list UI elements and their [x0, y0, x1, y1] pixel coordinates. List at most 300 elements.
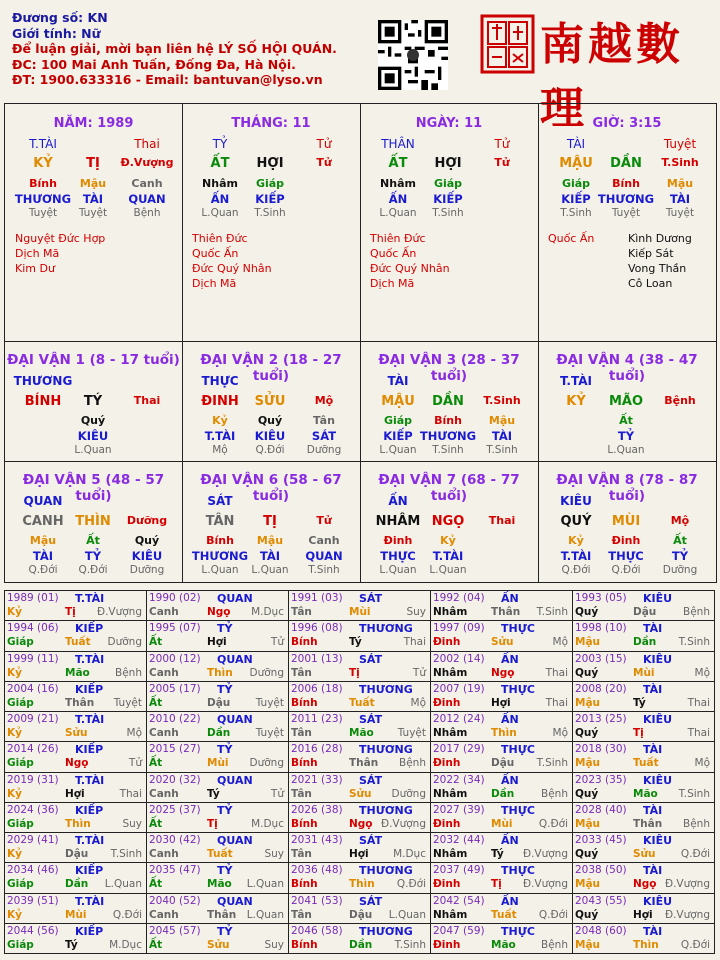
hidden-god-3: TÀI [669, 192, 691, 206]
pillar-1 [5, 104, 183, 341]
year-label: 1994 (06) [7, 622, 59, 635]
year-cell-content [573, 833, 714, 862]
owner-name: Đương số: KN [12, 10, 108, 25]
year-label: 2007 (19) [433, 682, 485, 695]
dv-stage: Mộ [670, 514, 690, 527]
year-god: THỰC [501, 743, 535, 757]
year-stem: Giáp [7, 757, 34, 770]
year-branch: Tuất [491, 908, 517, 921]
year-god: THƯƠNG [359, 924, 413, 938]
year-stage: Bệnh [683, 817, 710, 830]
year-cell [147, 591, 289, 621]
year-stem: Kỷ [7, 727, 22, 739]
year-cell [147, 923, 289, 953]
year-cell [5, 802, 147, 832]
god-label: T.TÀI [29, 137, 57, 151]
year-stage: Đ.Vượng [664, 908, 710, 921]
dv-hidden-stage: L.Quan [379, 444, 417, 456]
year-branch: Thìn [633, 938, 659, 951]
year-stage: Bệnh [115, 666, 142, 679]
year-stage: Mộ [126, 727, 142, 739]
year-cell-content [573, 773, 714, 802]
qr-code-icon[interactable] [378, 20, 448, 90]
year-branch: Dậu [491, 757, 515, 770]
year-cell-content [289, 863, 430, 892]
year-branch: Thân [633, 817, 663, 830]
year-branch: Dần [207, 727, 231, 739]
year-label: 2026 (38) [291, 803, 343, 816]
year-cell-content [431, 773, 572, 802]
year-stage: Q.Đới [538, 817, 568, 830]
year-god: TÀI [643, 622, 663, 636]
pillar-3 [360, 104, 539, 341]
dv-hidden-stage: L.Quan [74, 444, 112, 456]
year-label: 2010 (22) [149, 713, 201, 725]
year-stage: Đ.Vượng [522, 848, 568, 860]
year-god: ẤN [501, 894, 519, 908]
year-cell-content [431, 924, 572, 953]
year-stem: Đinh [433, 817, 461, 830]
year-cell [431, 591, 573, 621]
dv-hidden-stem: Mậu [488, 414, 516, 427]
year-cell [573, 651, 715, 681]
dv-branch: TÝ [83, 394, 103, 409]
year-cell [147, 893, 289, 923]
year-stage: Thai [403, 636, 426, 649]
dai-van-title: ĐẠI VẬN 8 (78 - 87 tuổi) [556, 472, 698, 504]
hidden-stem-2: Giáp [255, 177, 285, 190]
year-branch: Sửu [633, 848, 656, 860]
year-branch: Hợi [349, 848, 369, 860]
year-cell-content [5, 591, 146, 620]
dai-van-8 [538, 462, 716, 582]
year-god: KIẾP [75, 743, 104, 757]
year-branch: Ngọ [65, 757, 89, 770]
year-branch: Mùi [491, 817, 513, 830]
dai-van-4 [538, 342, 716, 462]
year-god: T.TÀI [75, 592, 105, 605]
dv-hidden-stem: Mậu [29, 534, 57, 547]
year-god: TÀI [643, 864, 663, 878]
stars-list [370, 231, 450, 291]
year-label: 2042 (54) [433, 894, 485, 907]
dai-van-3 [360, 342, 539, 462]
year-cell-content [289, 894, 430, 923]
year-branch: Tị [65, 606, 76, 618]
year-row [5, 802, 715, 832]
hidden-god-1: KIẾP [561, 192, 591, 206]
year-label: 2028 (40) [575, 803, 627, 816]
stars-list-right [628, 231, 692, 291]
year-label: 2038 (50) [575, 864, 627, 877]
year-stage: Thai [687, 696, 710, 709]
year-cell-content [147, 591, 288, 620]
hidden-stage-3: Tuyệt [665, 207, 695, 219]
year-cell [147, 742, 289, 772]
year-stage: Q.Đới [680, 938, 710, 951]
year-cell [431, 742, 573, 772]
year-stem: Nhâm [433, 606, 468, 618]
year-stage: M.Dục [251, 606, 284, 618]
year-stem: Mậu [575, 696, 601, 709]
year-label: 1993 (05) [575, 592, 627, 604]
hidden-stage-1: T.Sinh [560, 207, 592, 219]
dai-van-row-1 [5, 341, 716, 462]
year-stage: T.Sinh [110, 848, 142, 860]
year-cell-content [289, 652, 430, 681]
year-cell [573, 591, 715, 621]
dv-god: SÁT [207, 494, 233, 508]
year-label: 2004 (16) [7, 682, 59, 695]
year-label: 2046 (58) [291, 924, 343, 937]
dv-branch: MÙI [611, 514, 641, 529]
year-stem: Bính [291, 817, 318, 830]
year-god: ẤN [501, 713, 519, 726]
stage-label: Tuyệt [663, 137, 697, 151]
year-cell-content [5, 863, 146, 892]
dv-hidden-god: THỰC [608, 549, 644, 563]
year-stage: Q.Đới [396, 878, 426, 891]
dv-hidden-god: TỶ [84, 549, 102, 563]
year-cell [289, 742, 431, 772]
year-branch: Sửu [207, 938, 230, 951]
year-label: 2001 (13) [291, 652, 343, 665]
gender: Giới tính: Nữ [12, 25, 101, 41]
star-item: Dịch Mã [192, 277, 237, 290]
hidden-stem-2: Bính [612, 177, 640, 190]
dv-hidden-god: TÀI [32, 549, 54, 563]
year-god: TỶ [217, 622, 233, 636]
year-label: 2020 (32) [149, 773, 201, 786]
year-label: 2003 (15) [575, 652, 627, 665]
year-label: 2048 (60) [575, 924, 627, 937]
dai-van-2 [182, 342, 361, 462]
year-branch: Tuất [65, 636, 91, 649]
dv-hidden-stage: T.Sinh [308, 564, 340, 576]
year-stage: Đ.Vượng [380, 817, 426, 830]
year-stem: Ất [149, 636, 163, 649]
dai-van-title: ĐẠI VẬN 2 (18 - 27 tuổi) [200, 352, 342, 384]
hidden-god-2: KIẾP [255, 192, 285, 206]
year-label: 2035 (47) [149, 864, 201, 877]
year-cell [431, 893, 573, 923]
year-cell [289, 591, 431, 621]
year-god: QUAN [217, 652, 253, 666]
annual-luck-table [4, 590, 715, 954]
dv-hidden-stage: Q.Đới [255, 444, 285, 456]
year-stage: Thai [545, 696, 568, 709]
dv-hidden-stage: L.Quan [251, 564, 289, 576]
year-cell-content [431, 833, 572, 862]
year-label: 1997 (09) [433, 622, 485, 635]
year-cell-content [5, 742, 146, 771]
year-label: 2047 (59) [433, 924, 485, 937]
year-row [5, 923, 715, 953]
year-branch: Ngọ [207, 606, 231, 618]
dv-hidden-stem: Mậu [256, 534, 284, 547]
dv-hidden-god: KIÊU [77, 429, 109, 443]
year-label: 2037 (49) [433, 864, 485, 877]
address: ĐC: 100 Mai Anh Tuấn, Đống Đa, Hà Nội. [12, 56, 296, 72]
year-god: KIẾP [75, 924, 104, 938]
year-cell-content [431, 591, 572, 620]
year-label: 2036 (48) [291, 864, 343, 877]
dv-hidden-stage: Dưỡng [662, 564, 698, 576]
year-stage: Đ.Vượng [522, 878, 568, 891]
year-god: T.TÀI [75, 894, 105, 908]
stem: ẤT [388, 156, 408, 171]
dv-hidden-stem: Tân [313, 414, 335, 427]
year-cell-content [431, 652, 572, 681]
year-cell-content [5, 833, 146, 862]
star-item: Cô Loan [628, 277, 673, 290]
year-stem: Nhâm [433, 787, 468, 800]
year-cell [289, 651, 431, 681]
year-god: KIẾP [75, 803, 104, 817]
year-god: KIẾP [75, 682, 104, 696]
branch: HỢI [256, 156, 284, 171]
star-item: Quốc Ấn [370, 247, 417, 260]
star-item: Kình Dương [628, 232, 692, 245]
year-god: QUAN [217, 894, 253, 908]
year-cell [431, 802, 573, 832]
dv-hidden-stem: Ất [86, 534, 100, 547]
year-cell-content [431, 894, 572, 923]
year-label: 1989 (01) [7, 592, 59, 604]
year-stage: Tuyệt [255, 696, 284, 709]
dv-branch: TỊ [263, 514, 277, 529]
year-cell [573, 833, 715, 863]
year-label: 2045 (57) [149, 924, 201, 937]
year-cell [573, 772, 715, 802]
hidden-god-2: THƯƠNG [597, 192, 655, 206]
year-stem: Đinh [433, 878, 461, 891]
year-stage: Bệnh [399, 757, 426, 770]
year-god: SÁT [359, 713, 383, 726]
dv-god: T.TÀI [560, 374, 592, 388]
dv-stage: Dưỡng [126, 514, 168, 527]
year-stage: Mộ [410, 696, 426, 709]
dv-stage: Thai [133, 394, 161, 407]
year-branch: Mùi [65, 908, 87, 921]
year-cell [5, 591, 147, 621]
year-stem: Bính [291, 636, 318, 649]
pillar-title: GIỜ: 3:15 [592, 116, 662, 131]
year-label: 2005 (17) [149, 682, 201, 695]
year-cell-content [147, 833, 288, 862]
year-cell [289, 621, 431, 651]
year-god: TÀI [643, 743, 663, 757]
year-stem: Canh [149, 787, 179, 800]
hidden-god-2: TÀI [82, 192, 104, 206]
year-cell-content [5, 894, 146, 923]
dai-van-title: ĐẠI VẬN 5 (48 - 57 tuổi) [22, 472, 165, 504]
year-label: 2027 (39) [433, 803, 485, 816]
year-branch: Tị [207, 817, 218, 830]
dv-hidden-stem: Quý [257, 414, 283, 427]
year-branch: Tý [65, 938, 78, 951]
stars-list [548, 231, 594, 246]
year-god: ẤN [501, 834, 519, 847]
dv-hidden-god: KIÊU [131, 549, 163, 563]
branch: HỢI [434, 156, 462, 171]
dv-hidden-stem: Ất [673, 534, 687, 547]
year-label: 2033 (45) [575, 834, 627, 846]
year-label: 1998 (10) [575, 622, 627, 635]
dv-stage: Bệnh [664, 394, 696, 407]
year-cell-content [431, 621, 572, 650]
year-cell-content [5, 803, 146, 832]
hidden-stage-2: T.Sinh [432, 207, 464, 219]
year-branch: Dần [65, 878, 89, 891]
year-branch: Ngọ [349, 817, 373, 830]
star-item: Quốc Ấn [548, 232, 595, 245]
dv-hidden-stem: Đinh [383, 534, 413, 547]
year-cell [431, 621, 573, 651]
year-label: 2022 (34) [433, 773, 485, 786]
dv-hidden-stem: Bính [206, 534, 234, 547]
year-cell-content [289, 773, 430, 802]
dv-hidden-stage: L.Quan [429, 564, 467, 576]
year-stem: Canh [149, 666, 179, 679]
year-stage: M.Dục [109, 938, 142, 951]
year-stage: Mộ [694, 666, 710, 679]
stem: MẬU [559, 156, 593, 171]
branch: TỊ [86, 156, 100, 171]
hidden-stem-1: Giáp [561, 177, 591, 190]
year-label: 2018 (30) [575, 743, 627, 756]
year-stem: Giáp [7, 878, 34, 891]
year-stem: Giáp [7, 696, 34, 709]
dv-hidden-stage: Q.Đới [611, 564, 641, 576]
year-label: 2041 (53) [291, 894, 343, 907]
year-branch: Sửu [65, 727, 88, 739]
dv-hidden-stem: Quý [80, 414, 106, 427]
year-stem: Kỷ [7, 666, 22, 679]
year-god: THƯƠNG [359, 803, 413, 817]
year-cell-content [573, 652, 714, 681]
year-god: T.TÀI [75, 652, 105, 666]
year-stem: Mậu [575, 757, 601, 770]
dv-stage: Mộ [314, 394, 334, 407]
year-stem: Ất [149, 938, 163, 951]
dv-hidden-stem: Quý [134, 534, 160, 547]
year-branch: Tuất [349, 696, 375, 709]
year-stage: Mộ [552, 636, 568, 649]
year-stage: Dưỡng [249, 666, 284, 679]
hidden-stage-2: Tuyệt [78, 207, 108, 219]
year-cell-content [573, 621, 714, 650]
phone-email: ĐT: 1900.633316 - Email: bantuvan@lyso.vn [12, 72, 323, 87]
pillar-title: THÁNG: 11 [231, 116, 311, 131]
year-god: KIÊU [643, 773, 673, 787]
star-item: Vong Thần [628, 262, 687, 275]
year-cell [573, 742, 715, 772]
year-god: THƯƠNG [359, 864, 413, 878]
year-cell-content [289, 803, 430, 832]
year-label: 2029 (41) [7, 834, 59, 846]
year-cell [5, 742, 147, 772]
year-stage: Tử [412, 666, 426, 679]
year-row [5, 893, 715, 923]
year-stage: Tử [270, 787, 284, 800]
year-branch: Thìn [65, 817, 91, 830]
year-god: T.TÀI [75, 834, 105, 847]
year-god: QUAN [217, 713, 253, 726]
year-cell-content [147, 682, 288, 711]
year-stage: Tuyệt [113, 696, 142, 709]
year-cell-content [5, 712, 146, 741]
year-god: ẤN [501, 652, 519, 666]
year-branch: Dậu [633, 606, 657, 618]
year-branch: Mùi [349, 606, 371, 618]
dv-hidden-stage: Dưỡng [306, 444, 342, 456]
year-cell [5, 681, 147, 711]
dv-hidden-god: SÁT [311, 429, 337, 443]
year-stage: Đ.Vượng [664, 878, 710, 891]
hidden-god-1: ẤN [210, 192, 230, 206]
year-cell [573, 681, 715, 711]
year-stem: Ất [149, 696, 163, 709]
hidden-stem-1: Bính [29, 177, 57, 190]
year-stage: Thai [545, 666, 568, 679]
year-cell-content [431, 742, 572, 771]
year-cell [431, 833, 573, 863]
year-label: 2012 (24) [433, 713, 485, 725]
year-row [5, 621, 715, 651]
year-label: 2024 (36) [7, 803, 59, 816]
year-label: 1991 (03) [291, 592, 343, 604]
dv-hidden-stem: Giáp [383, 414, 413, 427]
dv-god: THƯƠNG [13, 374, 73, 388]
year-stem: Kỷ [7, 606, 22, 618]
year-cell [289, 863, 431, 893]
year-row [5, 591, 715, 621]
life-stage: Tử [494, 156, 510, 169]
hidden-god-3: QUAN [128, 192, 166, 206]
dv-god: KIÊU [560, 494, 592, 508]
dv-hidden-stem: Kỷ [568, 534, 584, 547]
year-stem: Canh [149, 727, 179, 739]
year-god: KIÊU [643, 894, 673, 908]
dv-stage: Tử [316, 514, 332, 527]
dv-hidden-stem: Kỷ [440, 534, 456, 547]
year-stage: Suy [264, 938, 284, 951]
year-label: 2008 (20) [575, 682, 627, 695]
dv-branch: DẦN [432, 394, 464, 409]
year-label: 1992 (04) [433, 592, 485, 604]
year-branch: Sửu [491, 636, 514, 649]
year-branch: Dậu [349, 908, 373, 921]
year-god: TỶ [217, 864, 233, 878]
year-god: SÁT [359, 773, 383, 787]
year-label: 2044 (56) [7, 924, 59, 937]
stage-label: Thai [134, 137, 160, 151]
year-branch: Mão [349, 727, 374, 739]
god-label: THÂN [381, 137, 415, 151]
year-branch: Thìn [207, 666, 233, 679]
year-stem: Giáp [7, 636, 34, 649]
year-label: 2021 (33) [291, 773, 343, 786]
year-branch: Mão [633, 787, 658, 800]
year-cell-content [5, 682, 146, 711]
year-stem: Kỷ [7, 787, 22, 800]
year-god: THƯƠNG [359, 622, 413, 636]
year-cell [573, 712, 715, 742]
year-label: 2009 (21) [7, 713, 59, 725]
dv-hidden-stage: L.Quan [607, 444, 645, 456]
year-branch: Tị [349, 666, 360, 679]
